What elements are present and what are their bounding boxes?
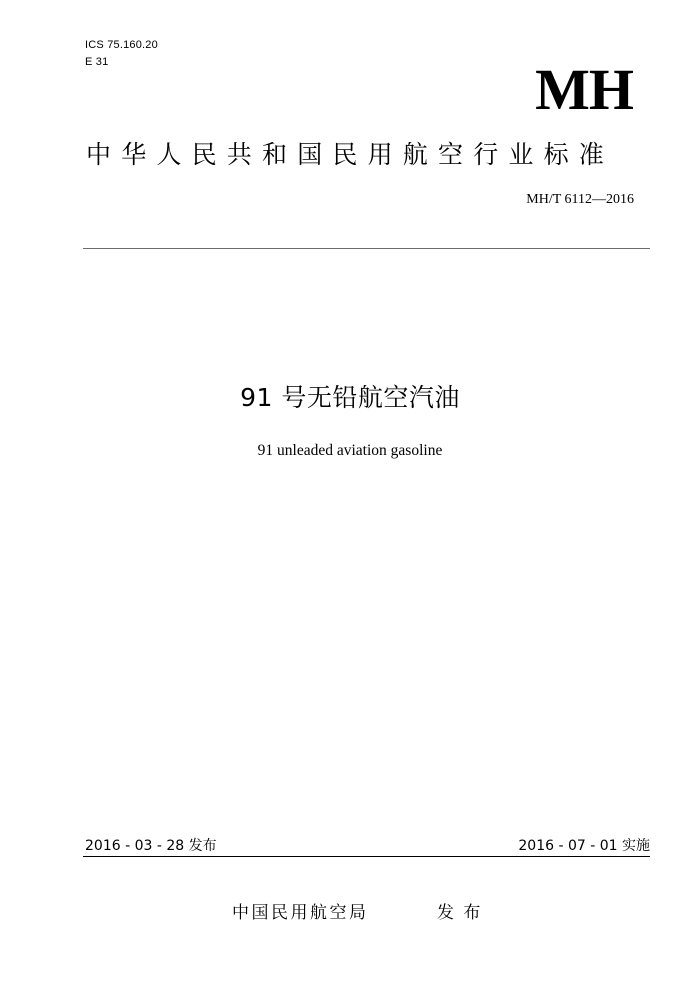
mh-logo: MH <box>535 57 633 122</box>
implementation-date: 2016 - 07 - 01 实施 <box>518 838 650 854</box>
document-title-chinese: 91 号无铅航空汽油 <box>240 383 460 412</box>
ics-code: ICS 75.160.20 <box>85 39 158 51</box>
organization-heading: 中华人民共和国民用航空行业标准 <box>86 140 615 169</box>
standard-number: MH/T 6112—2016 <box>526 192 634 207</box>
publish-label: 发 布 <box>437 903 483 923</box>
header-divider <box>83 248 650 249</box>
release-date: 2016 - 03 - 28 发布 <box>85 838 217 854</box>
classification-codes <box>85 37 158 71</box>
footer-divider <box>83 856 650 857</box>
document-title-english: 91 unleaded aviation gasoline <box>257 442 443 459</box>
ccs-code: E 31 <box>85 56 109 68</box>
issuing-authority: 中国民用航空局 <box>232 903 369 923</box>
